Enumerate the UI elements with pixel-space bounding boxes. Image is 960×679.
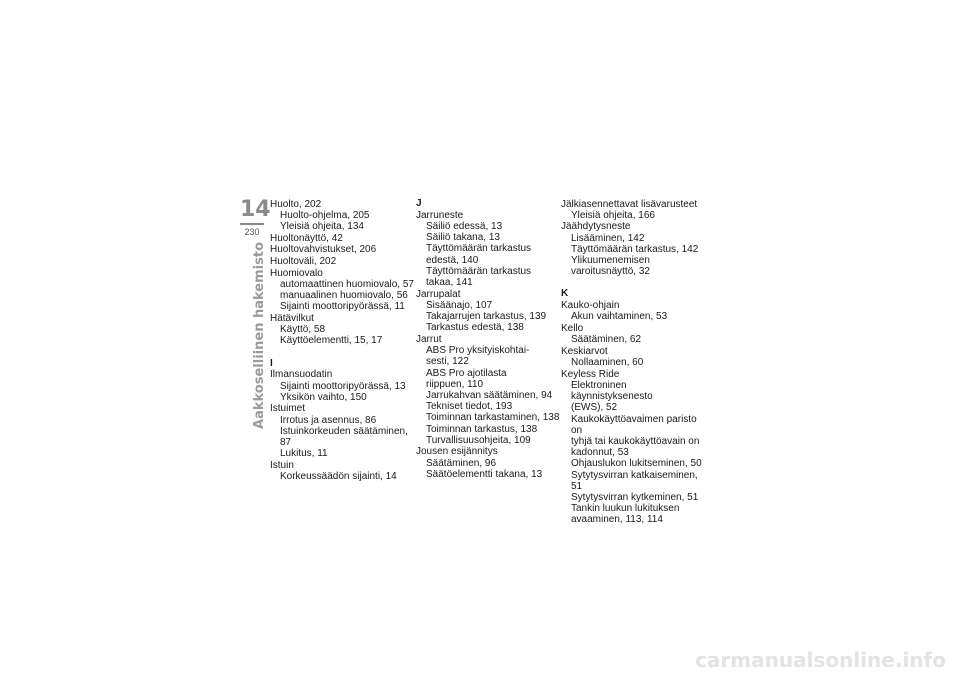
index-subentry: Tarkastus edestä, 138 xyxy=(426,322,524,334)
index-subentry: Toiminnan tarkastaminen, 138 xyxy=(426,412,560,424)
index-entry: Ilmansuodatin xyxy=(270,369,333,381)
index-letter-heading: J xyxy=(416,198,422,209)
index-subentry: Akun vaihtaminen, 53 xyxy=(571,311,668,323)
index-subentry: kadonnut, 53 xyxy=(571,447,629,459)
index-subentry: Lukitus, 11 xyxy=(280,448,328,460)
index-subentry: Säiliö edessä, 13 xyxy=(426,220,503,232)
index-subentry: avaaminen, 113, 114 xyxy=(571,514,663,526)
index-subentry: Kaukokäyttöavaimen paristo on xyxy=(571,413,697,436)
index-subentry: Käyttöelementti, 15, 17 xyxy=(280,335,383,347)
section-title: Aakkoselliinen hakemisto xyxy=(252,242,267,429)
index-subentry: ABS Pro ajotilasta xyxy=(426,367,507,379)
index-subentry: Yksikön vaihto, 150 xyxy=(280,391,367,403)
index-column-1 xyxy=(270,198,416,482)
index-subentry: Sytytysvirran katkaiseminen, 51 xyxy=(571,469,698,492)
index-subentry: Yleisiä ohjeita, 134 xyxy=(280,220,364,232)
chapter-tab xyxy=(240,197,271,238)
index-subentry: Lisääminen, 142 xyxy=(571,232,645,244)
index-subentry: Jarrukahvan säätäminen, 94 xyxy=(426,389,553,401)
index-entry: Keyless Ride xyxy=(561,368,620,380)
index-entry: Jarrut xyxy=(416,333,442,345)
index-entry: Huoltoväli, 202 xyxy=(270,256,337,268)
index-subentry: takaa, 141 xyxy=(426,276,473,288)
index-subentry: Sijainti moottoripyörässä, 13 xyxy=(280,380,406,392)
index-subentry: manuaalinen huomiovalo, 56 xyxy=(280,290,408,302)
index-subentry: Turvallisuusohjeita, 109 xyxy=(426,434,531,446)
index-subentry: Nollaaminen, 60 xyxy=(571,357,644,369)
chapter-number: 14 xyxy=(240,197,271,222)
watermark: carmanualsonline.info xyxy=(695,648,946,672)
index-column-2 xyxy=(416,198,562,480)
index-entry: Huomiovalo xyxy=(270,267,323,279)
index-subentry: Säätäminen, 62 xyxy=(571,334,642,346)
index-subentry: ABS Pro yksityiskohtai- xyxy=(426,345,530,357)
index-entry: Jarruneste xyxy=(416,209,464,221)
index-subentry: edestä, 140 xyxy=(426,254,479,266)
index-subentry: Korkeussäädön sijainti, 14 xyxy=(280,471,397,483)
index-entry: Jousen esijännitys xyxy=(416,446,498,458)
index-subentry: Säätöelementti takana, 13 xyxy=(426,468,543,480)
index-subentry: Elektroninen käynnistyksenesto xyxy=(571,380,653,403)
index-subentry: Tankin luukun lukituksen xyxy=(571,503,680,515)
index-subentry: Sijainti moottoripyörässä, 11 xyxy=(280,301,405,313)
index-subentry: tyhjä tai kaukokäyttöavain on xyxy=(571,436,700,448)
index-subentry: Säätäminen, 96 xyxy=(426,457,497,469)
index-letter-heading: I xyxy=(270,357,273,369)
index-subentry: Yleisiä ohjeita, 166 xyxy=(571,209,655,221)
index-entry: Kauko-ohjain xyxy=(561,300,620,312)
index-entry: Huoltovahvistukset, 206 xyxy=(270,244,377,256)
index-entry: Istuin xyxy=(270,459,294,471)
index-entry: Huoltonäyttö, 42 xyxy=(270,232,343,244)
index-subentry: Toiminnan tarkastus, 138 xyxy=(426,423,538,435)
index-entry: Jarrupalat xyxy=(416,288,461,300)
index-subentry: Sisäänajo, 107 xyxy=(426,299,493,311)
index-entry: Huolto, 202 xyxy=(270,198,322,210)
index-subentry: automaattinen huomiovalo, 57 xyxy=(280,278,414,290)
index-entry: Istuimet xyxy=(270,403,306,415)
index-letter-heading: K xyxy=(561,288,569,300)
index-subentry: Takajarrujen tarkastus, 139 xyxy=(426,311,547,323)
index-entry: Kello xyxy=(561,323,584,335)
index-subentry: Irrotus ja asennus, 86 xyxy=(280,414,377,426)
index-subentry: Käyttö, 58 xyxy=(280,324,326,336)
index-entry: Hätävilkut xyxy=(270,313,314,325)
index-entry: Jälkiasennettavat lisävarusteet xyxy=(561,198,698,210)
index-column-3 xyxy=(561,198,707,526)
index-subentry: Sytytysvirran kytkeminen, 51 xyxy=(571,492,699,504)
index-subentry: riippuen, 110 xyxy=(426,378,484,390)
index-subentry: sesti, 122 xyxy=(426,356,469,368)
index-subentry: Säiliö takana, 13 xyxy=(426,232,500,244)
index-subentry: Täyttömäärän tarkastus xyxy=(426,265,532,277)
index-subentry: Ylikuumenemisen xyxy=(571,255,650,267)
index-subentry: (EWS), 52 xyxy=(571,402,618,414)
index-subentry: Tekniset tiedot, 193 xyxy=(426,401,513,413)
index-subentry: Täyttömäärän tarkastus xyxy=(426,243,532,255)
index-subentry: varoitusnäyttö, 32 xyxy=(571,266,650,278)
index-subentry: Istuinkorkeuden säätäminen, 87 xyxy=(280,425,408,449)
index-subentry: Ohjauslukon lukitseminen, 50 xyxy=(571,458,702,470)
index-entry: Jäähdytysneste xyxy=(561,221,631,233)
index-entry: Keskiarvot xyxy=(561,345,608,357)
index-subentry: Täyttömäärän tarkastus, 142 xyxy=(571,243,699,255)
page-number: 230 xyxy=(244,227,260,237)
chapter-divider xyxy=(240,223,264,225)
index-subentry: Huolto-ohjelma, 205 xyxy=(280,209,370,221)
